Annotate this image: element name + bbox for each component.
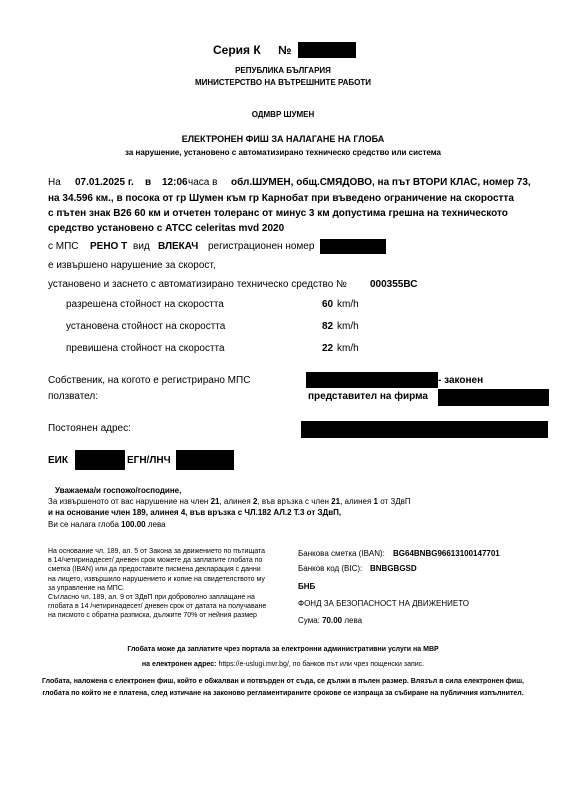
redacted-firm-name [438,389,549,406]
footer-line1: Глобата може да заплатите чрез портала за електронни административни услуги на МВР [127,646,439,653]
incident-hours-in: часа в [188,177,218,188]
iban-label: Банкова сметка (IBAN): [298,549,385,558]
incident-location-line2: на 34.596 км., в посока от гр Шумен към гр Карнобат при въведено ограничение на скоростта [48,193,514,204]
egn-label: ЕГН/ЛНЧ [127,455,171,466]
eik-label: ЕИК [48,455,68,466]
speed-allowed-unit: km/h [337,299,359,310]
department-title: ОДМВР ШУМЕН [251,110,315,119]
vehicle-kind: ВЛЕКАЧ [158,241,199,252]
vehicle-kind-label: вид [133,241,150,252]
footer-line2: на електронен адрес: https://e-uslugi.mvr.bg/, по банков път или чрез пощенски запис. [141,661,425,668]
document-subtitle: за нарушение, установено с автоматизирано техническо средство или система [124,148,442,157]
redacted-owner-name [306,372,438,388]
footer-line3: Глобата, наложена с електронен фиш, който е обжалван и потвърден от съда, се дължи в пълен размер. Влязъл в сила електронен фиш, [42,678,524,685]
document-title: ЕЛЕКТРОНЕН ФИШ ЗА НАЛАГАНЕ НА ГЛОБА [181,134,385,144]
incident-location-line3: с пътен знак В26 60 км и отчетен толеранс от минус 3 км допустима грешна на техническото [48,208,508,219]
incident-in: в [145,177,152,188]
vehicle-with-mps: с МПС [48,241,79,252]
vehicle-reg-label: регистрационен номер [208,241,315,252]
incident-time: 12:06 [162,177,188,188]
vehicle-make: РЕНО Т [90,241,128,252]
incident-location-line4: средство установено с АТСС celeritas mvd 2020 [48,223,285,234]
footer-line4: глобата по който не е платена, след изтичане на законово регламентираните срокове се изпраща за събиране на публичния изпълнител. [42,690,524,697]
eservices-link[interactable]: https://e-uslugi.mvr.bg/ [218,661,289,668]
speed-excess-label: превишена стойност на скоростта [66,343,225,354]
redacted-egn [176,450,234,470]
speed-measured-unit: km/h [337,321,359,332]
number-label: № [278,43,292,57]
notice-line3: Ви се налага глоба 100.00 лева [48,520,166,529]
bic-label: Банков код (BIC): [298,564,363,573]
incident-date: 07.01.2025 г. [75,177,134,188]
payment-info-text: На основание чл. 189, ал. 5 от Закона за движението по пътищата в 14/четиринадесет/ дневен срок можете да заплатите глобата по сметка (IBAN) или да предоставите писмена декларация с данни на лицето, извършило нарушението и копие на свидетелството му за управление на МПС. Съгласно чл. 189, ал. 9 от ЗДвП при доброволно заплащане на глобата в 14 /четиринадесет/ дневен срок от датата на получаване на писмото с обратна разписка, дължите 70% от нейния размер [48,548,267,620]
speed-measured-label: установена стойност на скоростта [66,321,226,332]
fund-name: ФОНД ЗА БЕЗОПАСНОСТ НА ДВИЖЕНИЕТО [298,599,469,608]
legal-rep-text: - законен [438,375,484,386]
greeting: Уважаема/и госпожо/господине, [55,486,182,495]
speed-allowed-value: 60 [322,299,334,310]
notice-line1: За извършеното от вас нарушение на член 21, алинея 2, във връзка с член 21, алинея 1 от ЗДвП [48,497,411,506]
speed-excess-value: 22 [322,343,334,354]
owner-label-line1: Собственик, на когото е регистрирано МПС [48,375,251,386]
speed-excess-unit: km/h [337,343,359,354]
bic-value: BNBGBGSD [370,564,417,573]
speed-measured-value: 82 [322,321,334,332]
speed-allowed-label: разрешена стойност на скоростта [66,299,224,310]
incident-location-line1: обл.ШУМЕН, общ.СМЯДОВО, на път ВТОРИ КЛАС, номер 73, [231,177,531,188]
device-label: установено и заснето с автоматизирано техническо средство № [48,279,347,290]
sum-row: Сума: 70.00 лева [298,616,363,625]
firm-rep-text: представител на фирма [308,391,428,402]
owner-label-line2: ползвател: [48,391,99,402]
redacted-address [301,421,548,438]
incident-on: На [48,177,61,188]
redacted-eik [75,450,125,470]
iban-value: BG64BNBG96613100147701 [393,549,500,558]
notice-line2: и на основание член 189, алинея 4, във връзка с ЧЛ.182 АЛ.2 Т.3 от ЗДвП, [48,508,342,517]
ministry-title: МИНИСТЕРСТВО НА ВЪТРЕШНИТЕ РАБОТИ [194,78,372,87]
bank-name: БНБ [298,582,316,591]
republic-title: РЕПУБЛИКА БЪЛГАРИЯ [235,66,331,75]
redacted-number [298,42,356,58]
address-label: Постоянен адрес: [48,423,131,434]
redacted-registration [320,239,386,254]
device-number: 000355ВС [370,279,418,290]
violation-text: е извършено нарушение за скорост, [48,260,216,271]
series-label: Серия К [213,43,261,57]
